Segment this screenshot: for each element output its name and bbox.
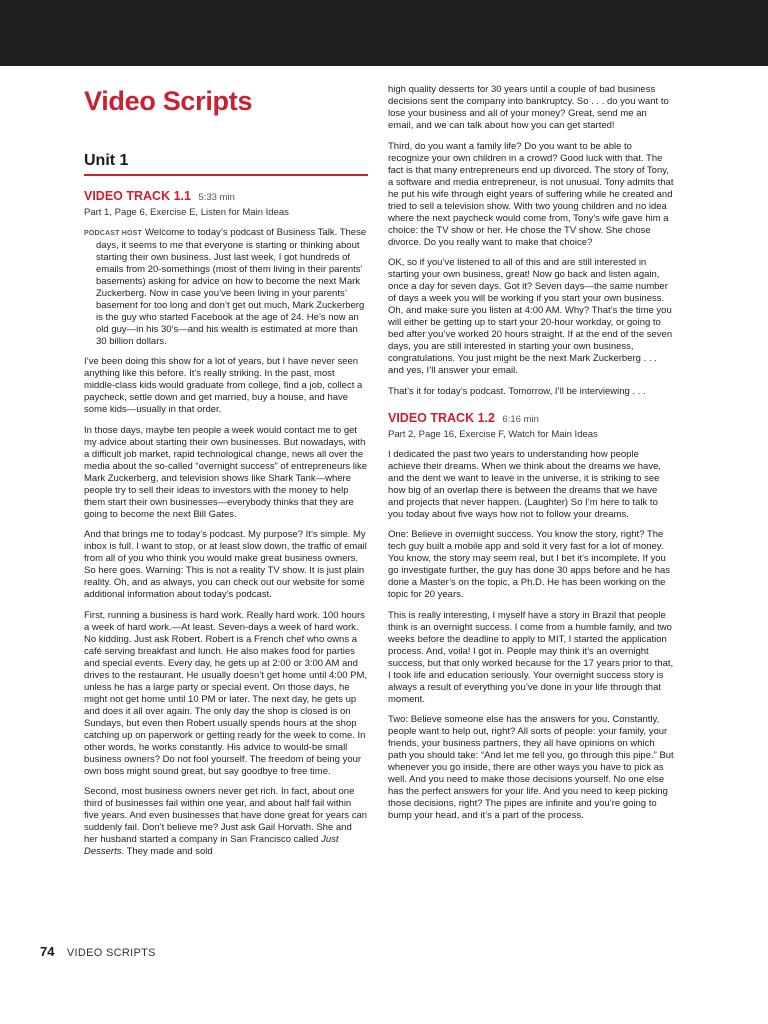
paragraph-text: Second, most business owners never get rich. In fact, about one third of businesses fail within one year, and about half fail within five years. And even businesses that have done great for years can suddenly fail. Don’t believe me? Just ask Gail Horvath. She and her husband started a company in San Francisco called xyxy=(84,786,368,845)
paragraph: I dedicated the past two years to understanding how people achieve their dreams. When we think about the dreams we have, and the dent we want to leave in the universe, it is striking to see how big of an overlap there is between the dreams that we have and projects that never happen. (Laughter) So I’m here to talk to you today about five ways how not to follow your dreams. xyxy=(388,448,662,520)
top-header-bar xyxy=(0,0,768,66)
paragraph: In those days, maybe ten people a week would contact me to get my advice about starting their own businesses. But nowadays, with a difficult job market, rapid technological change, news all over the media about the so-called “overnight success” of entrepreneurs like Mark Zuckerberg, and television shows like Shark Tank—where people try to sell their ideas to investors with the money to help them start their own businesses—everybody thinks that they are going to become the next Bill Gates. xyxy=(84,424,368,520)
company-name: Just Desserts xyxy=(84,834,339,857)
track-exercise-reference: Part 2, Page 16, Exercise F, Watch for Main Ideas xyxy=(388,428,598,440)
paragraph: OK, so if you’ve listened to all of this and are still interested in starting your own business, great! Now go back and listen again, once a day for seven days. Got it? Seven days—the same number of days a week you will be working if you start your own business. Oh, and make sure you listen at 4:00 AM. Why? That’s the time you will either be getting up to start your 20-hour workday, or going to bed after you’ve worked 20 hours straight. If at the end of the seven days, you are still interested in starting your own business, congratulations. You just might be the next Mark Zuckerberg . . . and yes, I’ll answer your email. xyxy=(388,257,673,376)
track-label: VIDEO TRACK 1.2 xyxy=(388,410,495,425)
right-column xyxy=(388,84,674,831)
video-track-1-2-heading xyxy=(388,410,674,427)
paragraph: That’s it for today’s podcast. Tomorrow, I’ll be interviewing . . . xyxy=(388,385,646,397)
speaker-label: PODCAST HOST xyxy=(84,229,143,237)
paragraph: This is really interesting, I myself have a story in Brazil that people think is an overnight success. I come from a humble family, and two weeks before the deadline to apply to MIT, I started the application process. And, voila! I got in. People may think it’s an overnight success, but that only worked because for the 17 years prior to that, I took life and education seriously. Your overnight success story is always a result of everything you’ve done in your life through that moment. xyxy=(388,609,674,705)
track-label: VIDEO TRACK 1.1 xyxy=(84,188,191,203)
footer-section-label: VIDEO SCRIPTS xyxy=(66,947,156,959)
left-column xyxy=(84,82,368,867)
unit-divider xyxy=(84,174,368,176)
paragraph: Third, do you want a family life? Do you want to be able to recognize your own children in a crowd? Good luck with that. The fact is that many entrepreneurs end up divorced. The story of Tony, a software and media entrepreneur, is not unusual. Tony admits that he put his wife through eight years of suffering while he created and tried to sell a television show. With two young children and no idea where the next paycheck would come from, Tony’s wife gave him a choice: the TV show or her. He chose the TV show. She chose divorce. Do you really want to make that choice? xyxy=(388,140,674,248)
paragraph: And that brings me to today’s podcast. My purpose? It’s simple. My inbox is full. I want to stop, or at least slow down, the traffic of email from all of you who think you would make great business owners. So here goes. Warning: This is not a reality TV show. It is just plain reality. Oh, and as always, you can check out our website for some additional information about today’s podcast. xyxy=(84,529,367,600)
track-duration: 6:16 min xyxy=(502,413,539,425)
page-number: 74 xyxy=(40,944,55,959)
page-footer xyxy=(40,943,156,961)
paragraph: First, running a business is hard work. Really hard work. 100 hours a week of hard work.—At least. Seven-days a week of hard work. No kidding. Just ask Robert. Robert is a French chef who owns a café serving breakfast and lunch. He also makes food for parties and special events. Every day, he gets up at 2:00 or 3:00 AM and drives to the restaurant. He usually doesn’t get home until 4:00 PM, unless he has a large party or special event. On those days, he might not get home until 10 PM or later. The next day, he gets up and does it all over again. The only day the shop is closed is on Sundays, but even then Robert usually spends hours at the shop catching up on paperwork or getting ready for the week to come. In other words, he works constantly. His advice to would-be small business owners? Do not fool yourself. The freedom of being your own boss might sound great, but say goodbye to free time. xyxy=(84,609,368,777)
unit-heading: Unit 1 xyxy=(84,152,129,169)
paragraph-text: . They made and sold xyxy=(121,846,213,857)
paragraph: Two: Believe someone else has the answers for you. Constantly, people want to help out, right? All sorts of people: your family, your friends, your business partners, they all have opinions on which path you should take: “And let me tell you, go through this pipe.” But whenever you go inside, there are other ways you have to pick as well. And you need to make those decisions yourself. No one else has the perfect answers for your life. And you need to keep picking those decisions, right? The pipes are infinite and you’re going to bump your head, and it’s a part of the process. xyxy=(388,714,674,821)
track-duration: 5:33 min xyxy=(198,191,235,203)
host-text: Welcome to today’s podcast of Business Talk. These days, it seems to me that everyone is starting or thinking about starting their own business. Just last week, I got hundreds of emails from 20-somethings (most of them living in their parents’ basements) asking for advice on how to become the next Mark Zuckerberg. Now in case you’ve been living in your parents’ basement for too long and don’t get out much, Mark Zuckerberg is the guy who started Facebook at the age of 24. He’s now an old guy—in his 30’s—and his wealth is estimated at more than 30 billion dollars. xyxy=(96,226,367,347)
podcast-host-paragraph xyxy=(84,227,368,348)
page-title: Video Scripts xyxy=(84,86,253,116)
paragraph: One: Believe in overnight success. You know the story, right? The tech guy built a mobile app and sold it very fast for a lot of money. You know, the story may seem real, but I bet it’s incomplete. If you go investigate further, the guy has done 30 apps before and he has done a Master’s on the topic, a Ph.D. He has been working on the topic for 20 years. xyxy=(388,529,671,600)
paragraph: high quality desserts for 30 years until a couple of bad business decisions sent the company into bankruptcy. So . . . do you want to lose your business and all of your money? Great, send me an email, and we can talk about how you can get started! xyxy=(388,84,669,131)
video-track-1-1-heading xyxy=(84,188,368,205)
paragraph xyxy=(84,786,368,858)
paragraph: I’ve been doing this show for a lot of years, but I have never seen anything like this before. It’s really striking. In the past, most middle-class kids would graduate from college, find a job, collect a paycheck, settle down and get married, buy a house, and have some kids—usually in that order. xyxy=(84,356,363,415)
track-exercise-reference: Part 1, Page 6, Exercise E, Listen for Main Ideas xyxy=(84,206,289,218)
